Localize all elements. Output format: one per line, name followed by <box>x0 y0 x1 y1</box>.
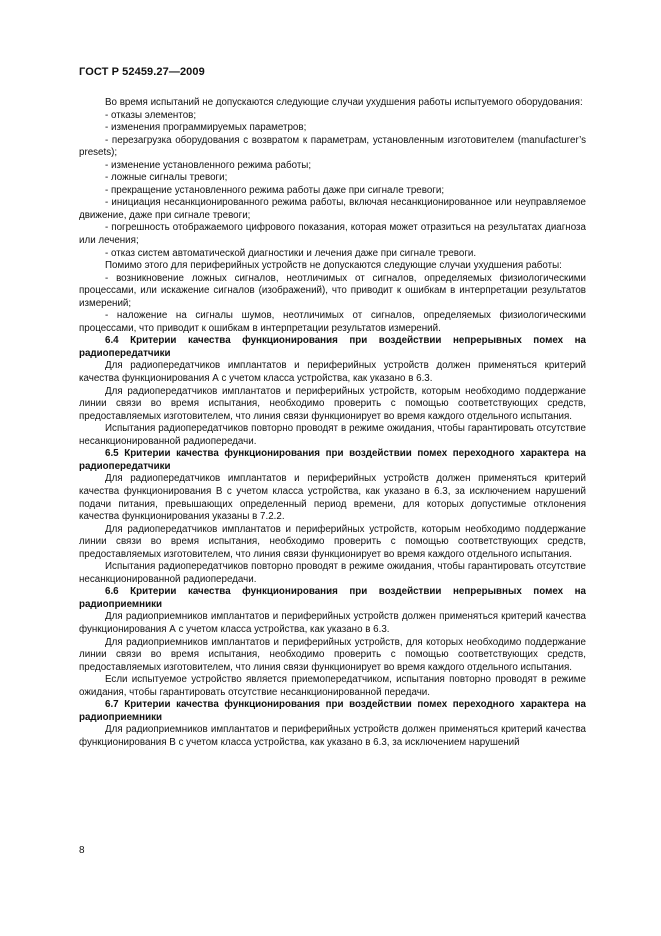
body-paragraph: Испытания радиопередатчиков повторно проводят в режиме ожидания, чтобы гарантировать отсутствие несанкционированной радиопередачи. <box>79 423 586 447</box>
section-heading: 6.6 Критерии качества функционирования при воздействии непрерывных помех на радиоприемники <box>79 586 586 610</box>
body-paragraph: Для радиоприемников имплантатов и периферийных устройств должен применяться критерий качества функционирования В с учетом класса устройства, как указано в 6.3, за исключением нарушений <box>79 724 586 748</box>
body-paragraph: - возникновение ложных сигналов, неотличимых от сигналов, определяемых физиологическими процессами, или искажение сигналов (изображений), что приводит к ошибкам в интерпретации результатов измерений; <box>79 272 586 309</box>
body-paragraph: - изменения программируемых параметров; <box>105 122 307 134</box>
section-heading: 6.7 Критерии качества функционирования при воздействии помех переходного характера на радиоприемники <box>79 699 586 723</box>
body-paragraph: Если испытуемое устройство является приемопередатчиком, испытания повторно проводят в режиме ожидания, чтобы гарантировать отсутствие несанкционированной передачи. <box>79 674 586 698</box>
page-number: 8 <box>79 845 85 856</box>
document-body <box>79 97 586 749</box>
body-paragraph: - перезагрузка оборудования с возвратом к параметрам, установленным изготовителем (manufacturer’s presets); <box>79 134 586 159</box>
body-paragraph: - прекращение установленного режима работы даже при сигнале тревоги; <box>105 184 445 196</box>
section-heading: 6.4 Критерии качества функционирования при воздействии непрерывных помех на радиопередатчики <box>79 335 586 359</box>
body-paragraph: Для радиопередатчиков имплантатов и периферийных устройств, которым необходимо поддержание линии связи во время испытания, необходимо проверить с помощью соответствующих средств, предоставляемых изготовителем, что линия связи функционирует во время каждого отдельного испытания. <box>79 523 586 560</box>
body-paragraph: - отказы элементов; <box>105 109 197 121</box>
body-paragraph: Для радиопередатчиков имплантатов и периферийных устройств, которым необходимо поддержание линии связи во время испытания, необходимо проверить с помощью соответствующих средств, предоставляемых изготовителем, что линия связи функционирует во время каждого отдельного испытания. <box>79 385 586 422</box>
body-paragraph: - отказ систем автоматической диагностики и лечения даже при сигнале тревоги. <box>105 247 477 259</box>
body-paragraph: - ложные сигналы тревоги; <box>105 172 228 184</box>
body-paragraph: Для радиоприемников имплантатов и периферийных устройств должен применяться критерий качества функционирования А с учетом класса устройства, как указано в 6.3. <box>79 611 586 635</box>
body-paragraph: - изменение установленного режима работы; <box>105 159 312 171</box>
document-header: ГОСТ Р 52459.27—2009 <box>79 66 205 78</box>
body-paragraph: Для радиоприемников имплантатов и периферийных устройств, для которых необходимо поддержание линии связи во время испытания, необходимо проверить с помощью соответствующих средств, предоставляемых изготовителем, что линия связи функционирует во время каждого отдельного испытания. <box>79 636 586 673</box>
body-paragraph: Для радиопередатчиков имплантатов и периферийных устройств должен применяться критерий качества функционирования А с учетом класса устройства, как указано в 6.3. <box>79 360 586 385</box>
body-paragraph: Во время испытаний не допускаются следующие случаи ухудшения работы испытуемого оборудования: <box>105 97 583 108</box>
body-paragraph: - инициация несанкционированного режима работы, включая несанкционированное или неуправляемое движение, даже при сигнале тревоги; <box>79 197 586 221</box>
body-paragraph: Помимо этого для периферийных устройств не допускаются следующие случаи ухудшения работы: <box>105 260 562 272</box>
section-heading: 6.5 Критерии качества функционирования при воздействии помех переходного характера на радиопередатчики <box>79 448 586 472</box>
body-paragraph: - погрешность отображаемого цифрового показания, которая может отразиться на результатах диагноза или лечения; <box>79 222 586 247</box>
body-paragraph: - наложение на сигналы шумов, неотличимых от сигналов, определяемых физиологическими процессами, что приводит к ошибкам в интерпретации результатов измерений. <box>79 310 586 334</box>
body-paragraph: Для радиопередатчиков имплантатов и периферийных устройств должен применяться критерий качества функционирования В с учетом класса устройства, как указано в 6.3, за исключением нарушений подачи питания, превышающих определенный период времени, для которых допустимые отклонения качества функционирования указаны в 7.2.2. <box>79 473 586 523</box>
body-paragraph: Испытания радиопередатчиков повторно проводят в режиме ожидания, чтобы гарантировать отсутствие несанкционированной радиопередачи. <box>79 561 586 585</box>
